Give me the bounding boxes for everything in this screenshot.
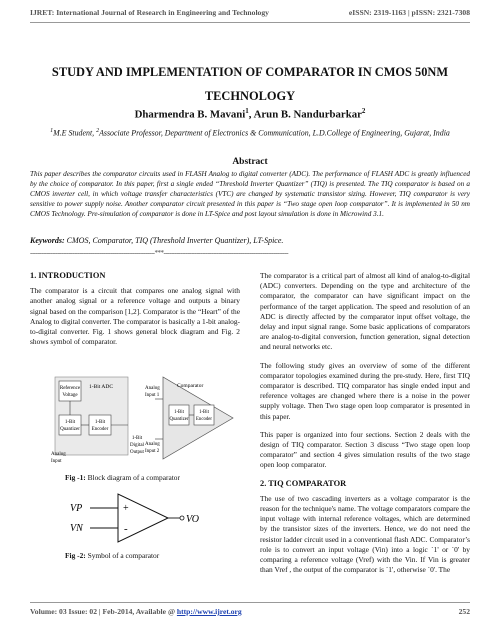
quantizer-box	[59, 415, 81, 435]
affil-text-2: Associate Professor, Department of Electronics & Communication, L.D.College of Engineering, Gujarat, India	[99, 128, 450, 138]
encoder-box	[89, 415, 111, 435]
page-number: 252	[458, 607, 470, 616]
comp-input-2-label-2: Input 2	[145, 449, 160, 454]
figure-2-caption-label: Fig -2:	[65, 551, 86, 560]
comp-encoder-label-1: 1-Bit	[199, 410, 209, 415]
affil-sup-2: 2	[96, 128, 100, 134]
affiliation	[50, 126, 450, 139]
intro-paragraph: The comparator is a circuit that compares one analog signal with another analog signal or a reference voltage and outputs a binary signal based on the comparison [1,2]. Comparator is the “Heart” of the Analog to digital converter. The comparator is basically a 1-bit analog-to-digital converter. Fig. 1 shows general block diagram and Fig. 2 shows symbol of comparator.	[30, 286, 240, 347]
quantizer-label-1: 1-Bit	[64, 420, 76, 425]
ref-voltage-label-2: Voltage	[62, 393, 78, 398]
authors	[30, 107, 470, 121]
figure-2-comparator-symbol	[68, 492, 213, 550]
figure-1-caption	[65, 473, 180, 482]
comparator-label: Comparator	[177, 383, 204, 389]
comp-input-1-label-1: Analog	[145, 386, 160, 391]
right-paragraph-3: This paper is organized into four sections. Section 2 deals with the design of TIQ comparator. Section 3 discuss “Two stage open loop comparator” and section 4 gives simulation results of the two stage open loop comparator.	[260, 429, 470, 470]
author-sep: ,	[248, 108, 254, 121]
footer-rule	[30, 602, 470, 603]
journal-name: IJRET: International Journal of Research in Engineering and Technology	[30, 8, 269, 17]
digital-output-label-3: Output	[130, 450, 144, 455]
affil-sup-1: 1	[50, 128, 54, 134]
right-paragraph-1: The comparator is a critical part of almost all kind of analog-to-digital (ADC) converters. Depending on the type and architecture of the comparator, the comparator can have significant impact on the performance of the target application. The speed and resolution of an ADC is directly affected by the comparator input offset voltage, the delay and input signal range. Some basic applications of comparators are analog-to-digital conversion, function generation, signal detection and neural networks etc.	[260, 271, 470, 352]
header-rule	[30, 22, 470, 23]
figure-1-caption-text: Block diagram of a comparator	[85, 473, 180, 482]
comp-quantizer-label-2: Quantizer	[169, 417, 189, 422]
comp-input-2-label-1: Analog	[145, 442, 160, 447]
author-2: Arun B. Nandurbarkar	[253, 108, 362, 121]
keywords	[30, 236, 470, 245]
analog-input-label-2: Input	[51, 459, 62, 464]
affil-text-1: M.E Student,	[53, 128, 97, 138]
encoder-label-1: 1-Bit	[94, 420, 106, 425]
section-separator: --------------------------------------------------------------------***--------------------------------------------------------------------	[30, 249, 289, 257]
adc-label: 1-Bit ADC	[89, 384, 113, 390]
journal-link[interactable]: http://www.ijret.org	[176, 607, 242, 616]
comp-input-1-label-2: Input 1	[145, 393, 160, 398]
abstract-heading: Abstract	[232, 157, 268, 167]
comp-quantizer-label-1: 1-Bit	[174, 410, 184, 415]
vo-label: VO	[186, 514, 200, 525]
right-column	[260, 271, 470, 575]
figure-2-caption-text: Symbol of a comparator	[85, 551, 160, 560]
section-2-title: 2. TIQ COMPARATOR	[260, 478, 347, 488]
author-2-sup: 2	[361, 107, 366, 115]
section-1-title: 1. INTRODUCTION	[30, 271, 106, 280]
digital-output-label-2: Digital	[130, 443, 144, 448]
minus-sign: -	[124, 523, 128, 535]
author-1-sup: 1	[245, 107, 249, 115]
vn-label: VN	[70, 523, 83, 534]
left-column	[30, 271, 240, 355]
keywords-text: CMOS, Comparator, TIQ (Threshold Inverter Quantizer), LT-Spice.	[64, 236, 284, 245]
right-paragraph-4: The use of two cascading inverters as a voltage comparator is the reason for the technique's name. The voltage comparators compare the input voltage with internal reference voltages, which are determined by the transistor sizes of the inverters. Hence, we do not need the resistor ladder circuit used in a conventional flash ADC. Comparator’s role is to convert an input voltage (Vin) into a logic `1' or `0' by comparing a reference voltage (Vref) with the Vin. If Vin is greater than Vref , the output of the comparator is `1', otherwise `0'. The	[260, 493, 470, 575]
figure-1-block-diagram	[51, 377, 240, 472]
digital-output-label-1: 1-Bit	[131, 436, 143, 441]
figure-2-caption	[65, 551, 159, 560]
encoder-label-2: Encoder	[91, 427, 109, 432]
quantizer-label-2: Quantizer	[60, 427, 80, 432]
comp-encoder-label-2: Encoder	[196, 417, 212, 422]
keywords-label: Keywords:	[30, 236, 65, 245]
comp-encoder-box	[194, 405, 214, 425]
abstract-text: This paper describes the comparator circuits used in FLASH Analog to digital converter (ADC). The performance of FLASH ADC is greatly influenced by the choice of comparator. In this paper, first a single ended “Threshold Inverter Quantizer” (TIQ) is presented. The TIQ comparator is based on a CMOS inverter cell, in which voltage transfer characteristics (VTC) are changed by systematic transistor sizing. However, TIQ comparator is very sensitive to power supply noise. Another comparator circuit presented in this paper is “Two stage open loop comparator”. It is implemented in 50 nm CMOS Technology. Pre-simulation of comparator is done in LT-Spice and post layout simulation is done in Microwind 3.1.	[30, 170, 470, 218]
comp-quantizer-box	[169, 405, 189, 425]
plus-sign: +	[123, 503, 129, 514]
author-1: Dharmendra B. Mavani	[134, 108, 246, 121]
paper-title: STUDY AND IMPLEMENTATION OF COMPARATOR IN CMOS 50NM TECHNOLOGY	[51, 65, 449, 103]
issn: eISSN: 2319-1163 | pISSN: 2321-7308	[348, 8, 470, 17]
vp-label: VP	[70, 503, 83, 514]
running-header	[30, 8, 470, 17]
reference-voltage-box	[59, 381, 81, 401]
running-footer	[30, 607, 470, 616]
output-node	[180, 516, 184, 520]
analog-input-label-1: Analog	[51, 452, 66, 457]
footer-info	[30, 607, 242, 616]
right-paragraph-2: The following study gives an overview of some of the different comparator topologies examined during the pre-study. Here, first TIQ comparator is described. TIQ comparator has single ended input and reference voltages are changed where there is a noise in the power supply voltage. Then Two stage open loop comparator is presented in this paper.	[260, 360, 470, 421]
figure-1-caption-label: Fig -1:	[65, 473, 86, 482]
footer-volume: Volume: 03 Issue: 02 | Feb-2014, Available @	[30, 607, 177, 616]
ref-voltage-label-1: Reference	[59, 386, 81, 391]
